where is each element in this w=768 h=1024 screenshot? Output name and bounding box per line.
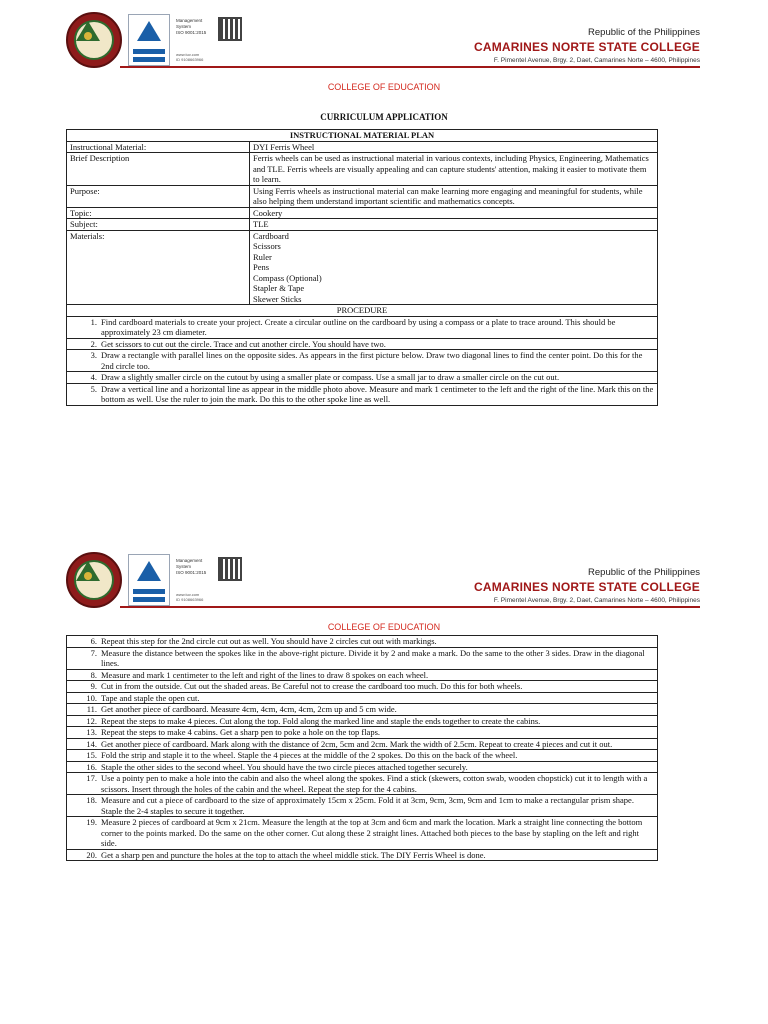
step-text: Staple the other sides to the second wheel. You should have the two circle pieces attached together securely.	[101, 761, 468, 772]
row-label: Brief Description	[67, 153, 250, 186]
document-page-2	[0, 540, 768, 1024]
row-value: Using Ferris wheels as instructional material can make learning more engaging and meaningful for students, while also helping them understand important scientific and mathematics concepts.	[250, 185, 658, 207]
step-number: 15.	[86, 750, 97, 760]
step-number: 17.	[86, 773, 97, 783]
qr-code	[218, 17, 242, 41]
procedure-table-continued	[66, 635, 658, 861]
procedure-step	[67, 750, 658, 762]
row-label: Materials:	[67, 230, 250, 305]
step-text: Get another piece of cardboard. Mark along with the distance of 2cm, 5cm and 2cm. Mark the width of 2.5cm. Repeat to create 4 pieces and cut it out.	[101, 738, 613, 749]
procedure-step	[67, 849, 658, 861]
row-label: Purpose:	[67, 185, 250, 207]
step-number: 7.	[90, 647, 97, 658]
step-number: 13.	[86, 727, 97, 737]
table-row	[67, 153, 658, 186]
procedure-step	[67, 817, 658, 850]
certification-id: www.tuv.com ID 9108663966	[176, 592, 204, 602]
plan-heading: INSTRUCTIONAL MATERIAL PLAN	[67, 130, 658, 142]
procedure-step	[67, 727, 658, 739]
table-row	[67, 219, 658, 231]
step-number: 6.	[90, 636, 97, 646]
procedure-step	[67, 681, 658, 693]
procedure-step	[67, 704, 658, 716]
college-seal-logo	[66, 552, 122, 608]
step-number: 2.	[90, 338, 97, 349]
iso-certification-text: Management System ISO 9001:2015	[176, 18, 207, 35]
college-name: CAMARINES NORTE STATE COLLEGE	[473, 580, 700, 594]
row-value: TLE	[250, 219, 658, 231]
step-text: Tape and staple the open cut.	[101, 692, 200, 703]
step-number: 9.	[90, 681, 97, 691]
step-text: Measure 2 pieces of cardboard at 9cm x 21cm. Measure the length at the top at 3cm and 6cm and mark the location. Mark a straight line connecting the bottom corner to the points marked. Do the same on the other corner. Cut along these 2 straight lines. Attached both pieces to the base by stapling on the left and right side.	[101, 817, 643, 848]
row-value: Cookery	[250, 207, 658, 219]
step-text: Repeat the steps to make 4 pieces. Cut along the top. Fold along the marked line and staple the ends together to create the cabins.	[101, 715, 541, 726]
material-item: Compass (Optional)	[253, 272, 322, 283]
material-item: Scissors	[253, 241, 281, 251]
step-text: Cut in from the outside. Cut out the shaded areas. Be Careful not to crease the cardboard too much. Do this for both wheels.	[101, 681, 523, 691]
letterhead	[0, 540, 768, 620]
procedure-step	[67, 761, 658, 773]
procedure-step	[67, 715, 658, 727]
step-number: 5.	[90, 383, 97, 394]
header-divider	[120, 606, 700, 608]
step-number: 11.	[86, 704, 97, 714]
step-number: 20.	[86, 849, 97, 860]
step-text: Fold the strip and staple it to the wheel. Staple the 4 pieces at the middle of the 2 spokes. Do this on the back of the wheel.	[101, 750, 518, 760]
table-row	[67, 230, 658, 305]
tuv-certification-logo	[128, 14, 170, 66]
step-number: 19.	[86, 817, 97, 827]
materials-list	[250, 230, 658, 305]
step-text: Get scissors to cut out the circle. Trace and cut another circle. You should have two.	[101, 338, 386, 349]
department-title: COLLEGE OF EDUCATION	[327, 622, 441, 632]
certification-id: www.tuv.com ID 9108663966	[176, 52, 204, 62]
table-row	[67, 207, 658, 219]
material-item: Ruler	[253, 251, 272, 262]
document-title: CURRICULUM APPLICATION	[320, 112, 448, 122]
row-label: Instructional Material:	[67, 141, 250, 153]
step-number: 4.	[90, 372, 97, 382]
procedure-step	[67, 669, 658, 681]
instructional-plan-table	[66, 129, 658, 406]
row-label: Topic:	[67, 207, 250, 219]
step-text: Get a sharp pen and puncture the holes at the top to attach the wheel middle stick. The DIY Ferris Wheel is done.	[101, 849, 486, 860]
procedure-step	[67, 773, 658, 795]
procedure-step	[67, 647, 658, 669]
procedure-step	[67, 372, 658, 384]
step-number: 16.	[86, 761, 97, 772]
table-row	[67, 141, 658, 153]
step-text: Measure and mark 1 centimeter to the left and right of the lines to draw 8 spokes on each wheel.	[101, 669, 429, 680]
procedure-heading: PROCEDURE	[67, 305, 658, 317]
procedure-step	[67, 316, 658, 338]
step-number: 8.	[90, 669, 97, 680]
college-seal-logo	[66, 12, 122, 68]
step-number: 10.	[86, 692, 97, 703]
step-text: Use a pointy pen to make a hole into the cabin and also the wheel along the spokes. Find a stick (skewers, cotton swab, wooden chopstick) cut it to length with a scissors. Insert through the holes of the cabin and the wheel. Repeat the step for the 4 cabins.	[101, 773, 648, 794]
document-page-1	[0, 0, 768, 500]
tuv-certification-logo	[128, 554, 170, 606]
iso-certification-text: Management System ISO 9001:2015	[176, 558, 207, 575]
step-number: 14.	[86, 738, 97, 749]
row-value: DYI Ferris Wheel	[250, 141, 658, 153]
step-text: Get another piece of cardboard. Measure 4cm, 4cm, 4cm, 4cm, 2cm up and 5 cm wide.	[101, 704, 397, 714]
material-item: Skewer Sticks	[253, 293, 302, 304]
republic-label: Republic of the Philippines	[588, 567, 700, 578]
step-number: 1.	[90, 316, 97, 327]
step-text: Find cardboard materials to create your project. Create a circular outline on the cardboard by using a compass or a plate to trace around. This should be approximately 23 cm diameter.	[101, 316, 616, 337]
step-text: Measure the distance between the spokes like in the above-right picture. Divide it by 2 and make a mark. Do the same to the other 3 sides. Draw in the diagonal lines.	[101, 647, 645, 668]
step-text: Draw a slightly smaller circle on the cutout by using a smaller plate or compass. Use a small jar to draw a smaller circle on the cut out.	[101, 372, 560, 382]
qr-code	[218, 557, 242, 581]
step-text: Measure and cut a piece of cardboard to the size of approximately 15cm x 25cm. Fold it at 3cm, 9cm, 3cm, 9cm and 1cm to make a rectangular prism shape. Staple the 2-4 staples to secure it together.	[101, 795, 634, 816]
procedure-step	[67, 350, 658, 372]
procedure-step	[67, 795, 658, 817]
step-number: 18.	[86, 795, 97, 805]
material-item: Cardboard	[253, 230, 289, 241]
procedure-step	[67, 738, 658, 750]
row-value: Ferris wheels can be used as instructional material in various contexts, including Physics, Engineering, Mathematics and TLE. Ferris wheels are visually appealing and can capture students' attention, making it easier to motivate them to learn.	[250, 153, 658, 186]
step-text: Draw a vertical line and a horizontal line as appear in the middle photo above. Measure and mark 1 centimeter to the left and the right of the line. Mark this on the bottom as well. Use the ruler to join the mark. Do this to the other spoke line as well.	[101, 383, 654, 404]
procedure-step	[67, 338, 658, 350]
college-address: F. Pimentel Avenue, Brgy. 2, Daet, Camarines Norte – 4600, Philippines	[493, 597, 700, 604]
step-number: 3.	[90, 350, 97, 360]
college-address: F. Pimentel Avenue, Brgy. 2, Daet, Camarines Norte – 4600, Philippines	[493, 57, 700, 64]
procedure-step	[67, 692, 658, 704]
procedure-step	[67, 383, 658, 405]
table-row	[67, 185, 658, 207]
step-text: Draw a rectangle with parallel lines on the opposite sides. As appears in the first picture below. Draw two diagonal lines to find the center point. Do this for the 2nd circle too.	[101, 350, 643, 371]
college-name: CAMARINES NORTE STATE COLLEGE	[473, 40, 700, 54]
department-title: COLLEGE OF EDUCATION	[327, 82, 441, 92]
step-text: Repeat this step for the 2nd circle cut out as well. You should have 2 circles cut out with markings.	[101, 636, 437, 646]
procedure-step	[67, 636, 658, 648]
material-item: Stapler & Tape	[253, 283, 305, 293]
step-number: 12.	[86, 715, 97, 726]
step-text: Repeat the steps to make 4 cabins. Get a sharp pen to poke a hole on the top flaps.	[101, 727, 381, 737]
letterhead	[0, 0, 768, 80]
row-label: Subject:	[67, 219, 250, 231]
republic-label: Republic of the Philippines	[588, 27, 700, 38]
header-divider	[120, 66, 700, 68]
material-item: Pens	[253, 262, 270, 272]
